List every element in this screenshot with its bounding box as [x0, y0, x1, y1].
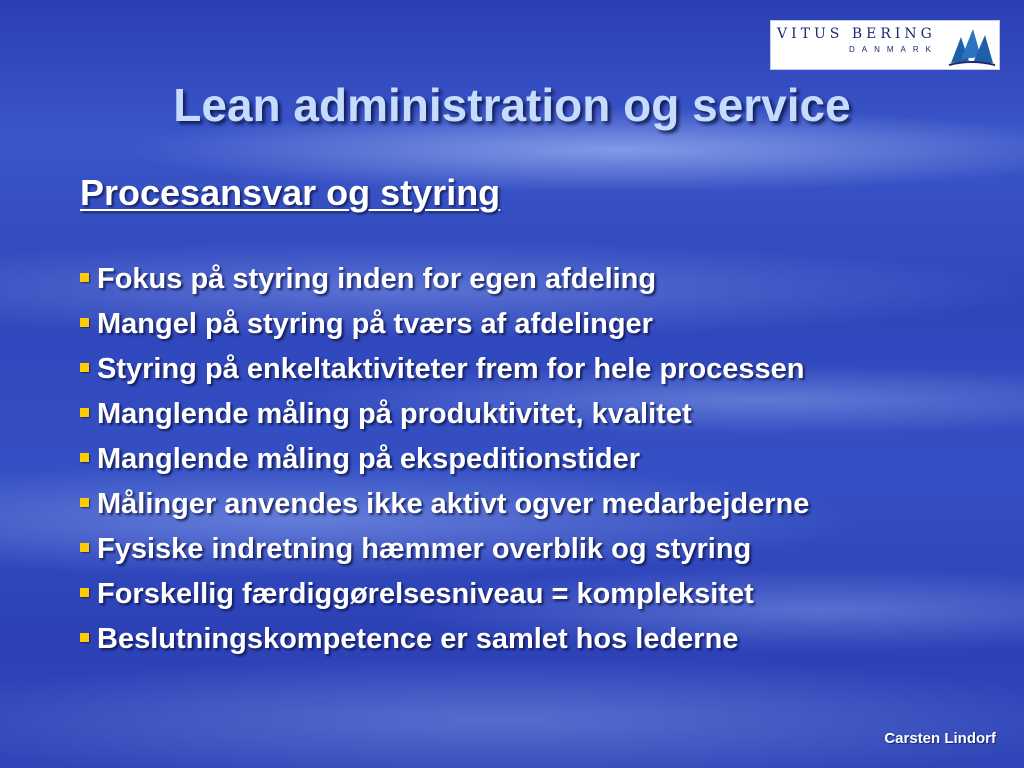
square-bullet-icon	[80, 273, 89, 282]
bullet-item	[80, 392, 809, 437]
bullet-item	[80, 617, 809, 662]
logo-name: VITUS BERING	[777, 26, 936, 42]
square-bullet-icon	[80, 363, 89, 372]
sails-icon	[947, 23, 997, 69]
bullet-item	[80, 347, 809, 392]
bullet-text: Beslutningskompetence er samlet hos lederne	[97, 623, 739, 655]
bullet-text: Styring på enkeltaktiviteter frem for hele processen	[97, 353, 805, 385]
footer-author: Carsten Lindorf	[884, 730, 996, 747]
slide-subtitle: Procesansvar og styring	[80, 172, 501, 213]
bullet-item	[80, 302, 809, 347]
square-bullet-icon	[80, 633, 89, 642]
bullet-item	[80, 437, 809, 482]
bullet-item	[80, 527, 809, 572]
square-bullet-icon	[80, 408, 89, 417]
bullet-text: Målinger anvendes ikke aktivt ogver medarbejderne	[97, 488, 810, 520]
vitus-bering-logo	[770, 20, 1000, 70]
bullet-item	[80, 257, 809, 302]
logo-country: DANMARK	[849, 45, 939, 54]
square-bullet-icon	[80, 453, 89, 462]
bullet-item	[80, 572, 809, 617]
bullet-text: Fokus på styring inden for egen afdeling	[97, 263, 657, 295]
bullet-text: Forskellig færdiggørelsesniveau = kompleksitet	[97, 578, 754, 610]
square-bullet-icon	[80, 498, 89, 507]
bullet-list	[80, 257, 809, 662]
bullet-text: Manglende måling på ekspeditionstider	[97, 443, 641, 475]
square-bullet-icon	[80, 318, 89, 327]
square-bullet-icon	[80, 543, 89, 552]
square-bullet-icon	[80, 588, 89, 597]
bullet-text: Mangel på styring på tværs af afdelinger	[97, 308, 653, 340]
bullet-item	[80, 482, 809, 527]
slide-title: Lean administration og service	[173, 79, 851, 131]
bullet-text: Fysiske indretning hæmmer overblik og styring	[97, 533, 752, 565]
bullet-text: Manglende måling på produktivitet, kvalitet	[97, 398, 692, 430]
